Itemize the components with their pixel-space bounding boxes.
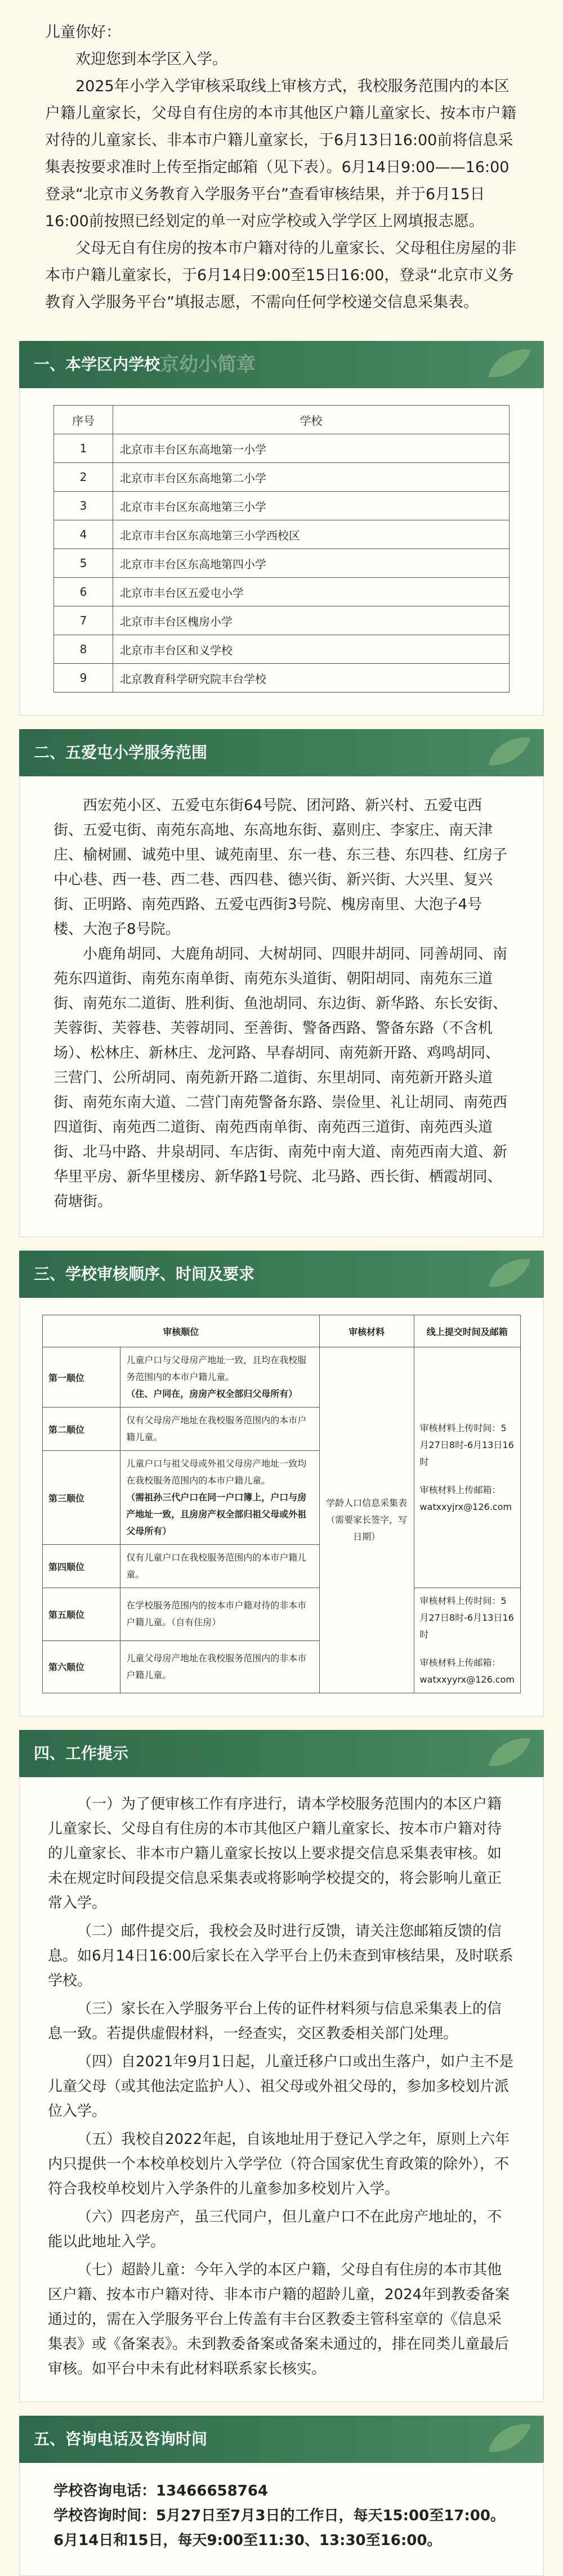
school-name: 北京市丰台区槐房小学 xyxy=(113,606,510,635)
intro-line: 父母无自有住房的按本市户籍对待的儿童家长、父母租住房屋的非本市户籍儿童家长，于6月14日9:00至15日16:00，登录“北京市义务教育入学服务平台”填报志愿，不需向任何学校递交信息采集表。 xyxy=(45,240,516,311)
review-condition xyxy=(120,1451,319,1545)
review-order: 第四顺位 xyxy=(43,1545,120,1588)
review-order: 第一顺位 xyxy=(43,1347,120,1408)
tip-item: （一）为了便审核工作有序进行，请本学校服务范围内的本区户籍儿童家长、父母自有住房的本市其他区户籍儿童家长、按本市户籍对待的儿童家长、非本市户籍儿童家长按以上要求提交信息采集表审核。如未在规定时间段提交信息采集表或将影响学校提交的，将会影响儿童正常入学。 xyxy=(48,1796,502,1912)
row-number: 3 xyxy=(54,492,113,520)
review-condition xyxy=(120,1347,319,1408)
row-number: 7 xyxy=(54,606,113,635)
upload-time: 审核材料上传时间：5月27日8时-6月13日16时 xyxy=(419,1422,514,1467)
intro-line: 2025年小学入学审核采取线上审核方式，我校服务范围内的本区户籍儿童家长，父母自有住房的本市其他区户籍儿童家长、按本市户籍对待的儿童家长、非本市户籍儿童家长，于6月13日16:00前将信息采集表按要求准时上传至指定邮箱（见下表）。6月14日9:00——16:00登录“北京市义务教育入学服务平台”查看审核结果，并于6月15日16:00前按照已经划定的单一对应学校或入学学区上网填报志愿。 xyxy=(45,78,516,230)
table-row xyxy=(54,664,510,693)
contact-phone: 学校咨询电话：13466658764 xyxy=(53,2483,268,2499)
row-number: 1 xyxy=(54,434,113,463)
watermark: 京幼小简章 xyxy=(160,353,256,376)
table-row xyxy=(43,1347,521,1408)
table-header: 审核顺位 xyxy=(43,1315,320,1347)
table-row xyxy=(54,492,510,520)
service-area-box xyxy=(19,776,544,1237)
review-condition xyxy=(120,1545,319,1588)
school-name: 北京市丰台区和义学校 xyxy=(113,635,510,664)
upload-time: 审核材料上传时间：5月27日8时-6月13日16时 xyxy=(419,1595,514,1640)
table-row xyxy=(54,520,510,549)
section-title: 一、本学区内学校 xyxy=(34,355,160,374)
section-title: 二、五爱屯小学服务范围 xyxy=(34,743,208,762)
review-table xyxy=(42,1315,521,1693)
tips-box xyxy=(19,1777,544,2402)
review-box xyxy=(19,1298,544,1716)
leaf-icon xyxy=(483,2420,534,2457)
school-name: 北京市丰台区东高地第三小学 xyxy=(113,492,510,520)
row-number: 9 xyxy=(54,664,113,693)
review-order: 第五顺位 xyxy=(43,1588,120,1641)
upload-email: 审核材料上传邮箱：watxxyjrx@126.com xyxy=(419,1484,512,1512)
review-order: 第三顺位 xyxy=(43,1451,120,1545)
tip-item: （二）邮件提交后，我校会及时进行反馈，请关注您邮箱反馈的信息。如6月14日16:00后家长在入学平台上仍未查到审核结果，及时联系学校。 xyxy=(48,1923,513,1989)
section-header-schools xyxy=(19,341,544,388)
row-number: 5 xyxy=(54,549,113,578)
schools-table xyxy=(53,405,510,693)
condition-text: 在学校服务范围内的按本市户籍对待的非本市户籍儿童。（自有住房） xyxy=(126,1600,307,1628)
review-materials: 学龄人口信息采集表（需要家长签字，写日期） xyxy=(319,1347,414,1693)
intro-line: 欢迎您到本学区入学。 xyxy=(75,51,227,68)
section-header-tips xyxy=(19,1730,544,1777)
table-row xyxy=(54,578,510,606)
leaf-icon xyxy=(483,1734,534,1772)
tip-item: （六）四老房产，虽三代同户，但儿童户口不在此房产地址的，不能以此地址入学。 xyxy=(48,2209,502,2250)
school-name: 北京市丰台区东高地第二小学 xyxy=(113,463,510,492)
leaf-icon xyxy=(483,345,534,383)
intro xyxy=(0,0,563,327)
table-row xyxy=(43,1588,521,1641)
school-name: 北京教育科学研究院丰台学校 xyxy=(113,664,510,693)
condition-note: （住、户同在，房房产权全部归父母所有） xyxy=(126,1388,298,1399)
upload-info xyxy=(414,1347,520,1588)
row-number: 6 xyxy=(54,578,113,606)
review-condition xyxy=(120,1588,319,1641)
school-name: 北京市丰台区五爱屯小学 xyxy=(113,578,510,606)
condition-text: 儿童父母房产地址在我校服务范围内的非本市户籍儿童。 xyxy=(126,1652,307,1680)
upload-info xyxy=(414,1588,520,1693)
section-header-review-order xyxy=(19,1251,544,1298)
review-condition xyxy=(120,1640,319,1693)
service-area-paragraph: 西宏苑小区、五爱屯东街64号院、团河路、新兴村、五爱屯西街、五爱屯街、南苑东高地、东高地东街、嘉则庄、李家庄、南天津庄、榆树圃、诚苑中里、诚苑南里、东一巷、东三巷、东四巷、红房子中心巷、西一巷、西二巷、西四巷、德兴街、新兴街、大兴里、复兴街、正明路、南苑西路、五爱屯西街3号院、槐房南里、大泡子4号楼、大泡子8号院。 xyxy=(53,797,508,938)
row-number: 4 xyxy=(54,520,113,549)
section-title: 四、工作提示 xyxy=(34,1744,129,1763)
condition-text: 儿童户口与祖父母或外祖父母房产地址一致均在我校服务范围内的本市户籍儿童。 xyxy=(126,1458,307,1486)
review-order: 第二顺位 xyxy=(43,1408,120,1451)
section-title: 五、咨询电话及咨询时间 xyxy=(34,2430,208,2448)
table-header: 线上提交时间及邮箱 xyxy=(414,1315,520,1347)
condition-note: （需祖孙三代户口在同一户口簿上，户口与房产地址一致，且房房产权全部归祖父母或外祖父母所有） xyxy=(126,1492,307,1536)
table-row xyxy=(54,549,510,578)
table-row xyxy=(54,606,510,635)
leaf-icon xyxy=(483,734,534,771)
upload-email: 审核材料上传邮箱：watxxyyrx@126.com xyxy=(419,1657,515,1685)
table-header: 学校 xyxy=(113,406,510,434)
greeting: 儿童你好： xyxy=(45,24,121,41)
condition-text: 仅有儿童户口在我校服务范围内的本市户籍儿童。 xyxy=(126,1552,307,1580)
tip-item: （七）超龄儿童：今年入学的本区户籍，父母自有住房的本市其他区户籍、按本市户籍对待、非本市户籍的超龄儿童，2024年到教委备案通过的，需在入学服务平台上传盖有丰台区教委主管科室章的《信息采集表》或《备案表》。未到教委备案或备案未通过的，排在同类儿童最后审核。如平台中未有此材料联系家长核实。 xyxy=(48,2262,510,2377)
section-header-service-area xyxy=(19,729,544,776)
table-header: 序号 xyxy=(54,406,113,434)
school-name: 北京市丰台区东高地第四小学 xyxy=(113,549,510,578)
review-condition xyxy=(120,1408,319,1451)
tip-item: （五）我校自2022年起，自该地址用于登记入学之年，原则上六年内只提供一个本校单校划片入学学位（符合国家优生育政策的除外），不符合我校单校划片入学条件的儿童参加多校划片入学。 xyxy=(48,2131,510,2197)
section-title: 三、学校审核顺序、时间及要求 xyxy=(34,1265,255,1283)
table-row xyxy=(54,463,510,492)
school-name: 北京市丰台区东高地第三小学西校区 xyxy=(113,520,510,549)
condition-text: 仅有父母房产地址在我校服务范围内的本市户籍儿童。 xyxy=(126,1415,307,1442)
section-header-contact xyxy=(19,2416,544,2463)
table-row xyxy=(54,434,510,463)
condition-text: 儿童户口与父母房产地址一致，且均在我校服务范围内的本市户籍儿童。 xyxy=(126,1355,307,1382)
tip-item: （三）家长在入学服务平台上传的证件材料须与信息采集表上的信息一致。若提供虚假材料，一经查实，交区教委相关部门处理。 xyxy=(48,2000,502,2042)
review-order: 第六顺位 xyxy=(43,1640,120,1693)
table-header: 审核材料 xyxy=(319,1315,414,1347)
service-area-paragraph: 小鹿角胡同、大鹿角胡同、大树胡同、四眼井胡同、同善胡同、南苑东四道街、南苑东南单街、南苑东头道街、朝阳胡同、南苑东三道街、南苑东二道街、胜利街、鱼池胡同、东边街、新华路、东长安街、芙蓉街、芙蓉巷、芙蓉胡同、至善街、警备西路、警备东路（不含机场）、松林庄、新林庄、龙河路、早春胡同、南苑新开路、鸡鸣胡同、三营门、公所胡同、南苑新开路二道街、东里胡同、南苑新开路头道街、南苑东南大道、二营门南苑警备东路、崇俭里、礼让胡同、南苑西四道街、南苑西二道街、南苑西南单街、南苑西三道街、南苑西头道街、北马中路、井泉胡同、车店街、南苑中南大道、南苑西南大道、新华里平房、新华里楼房、新华路1号院、北马路、西长街、栖霞胡同、荷塘街。 xyxy=(53,946,508,1210)
row-number: 8 xyxy=(54,635,113,664)
row-number: 2 xyxy=(54,463,113,492)
leaf-icon xyxy=(483,1255,534,1292)
schools-box xyxy=(19,388,544,716)
school-name: 北京市丰台区东高地第一小学 xyxy=(113,434,510,463)
tip-item: （四）自2021年9月1日起，儿童迁移户口或出生落户，如户主不是儿童父母（或其他法定监护人）、祖父母或外祖父母的，参加多校划片派位入学。 xyxy=(48,2053,514,2120)
contact-box xyxy=(19,2463,544,2576)
contact-hours: 学校咨询时间：5月27日至7月3日的工作日，每天15:00至17:00。6月14日和15日，每天9:00至11:30、13:30至16:00。 xyxy=(53,2507,505,2549)
table-row xyxy=(54,635,510,664)
